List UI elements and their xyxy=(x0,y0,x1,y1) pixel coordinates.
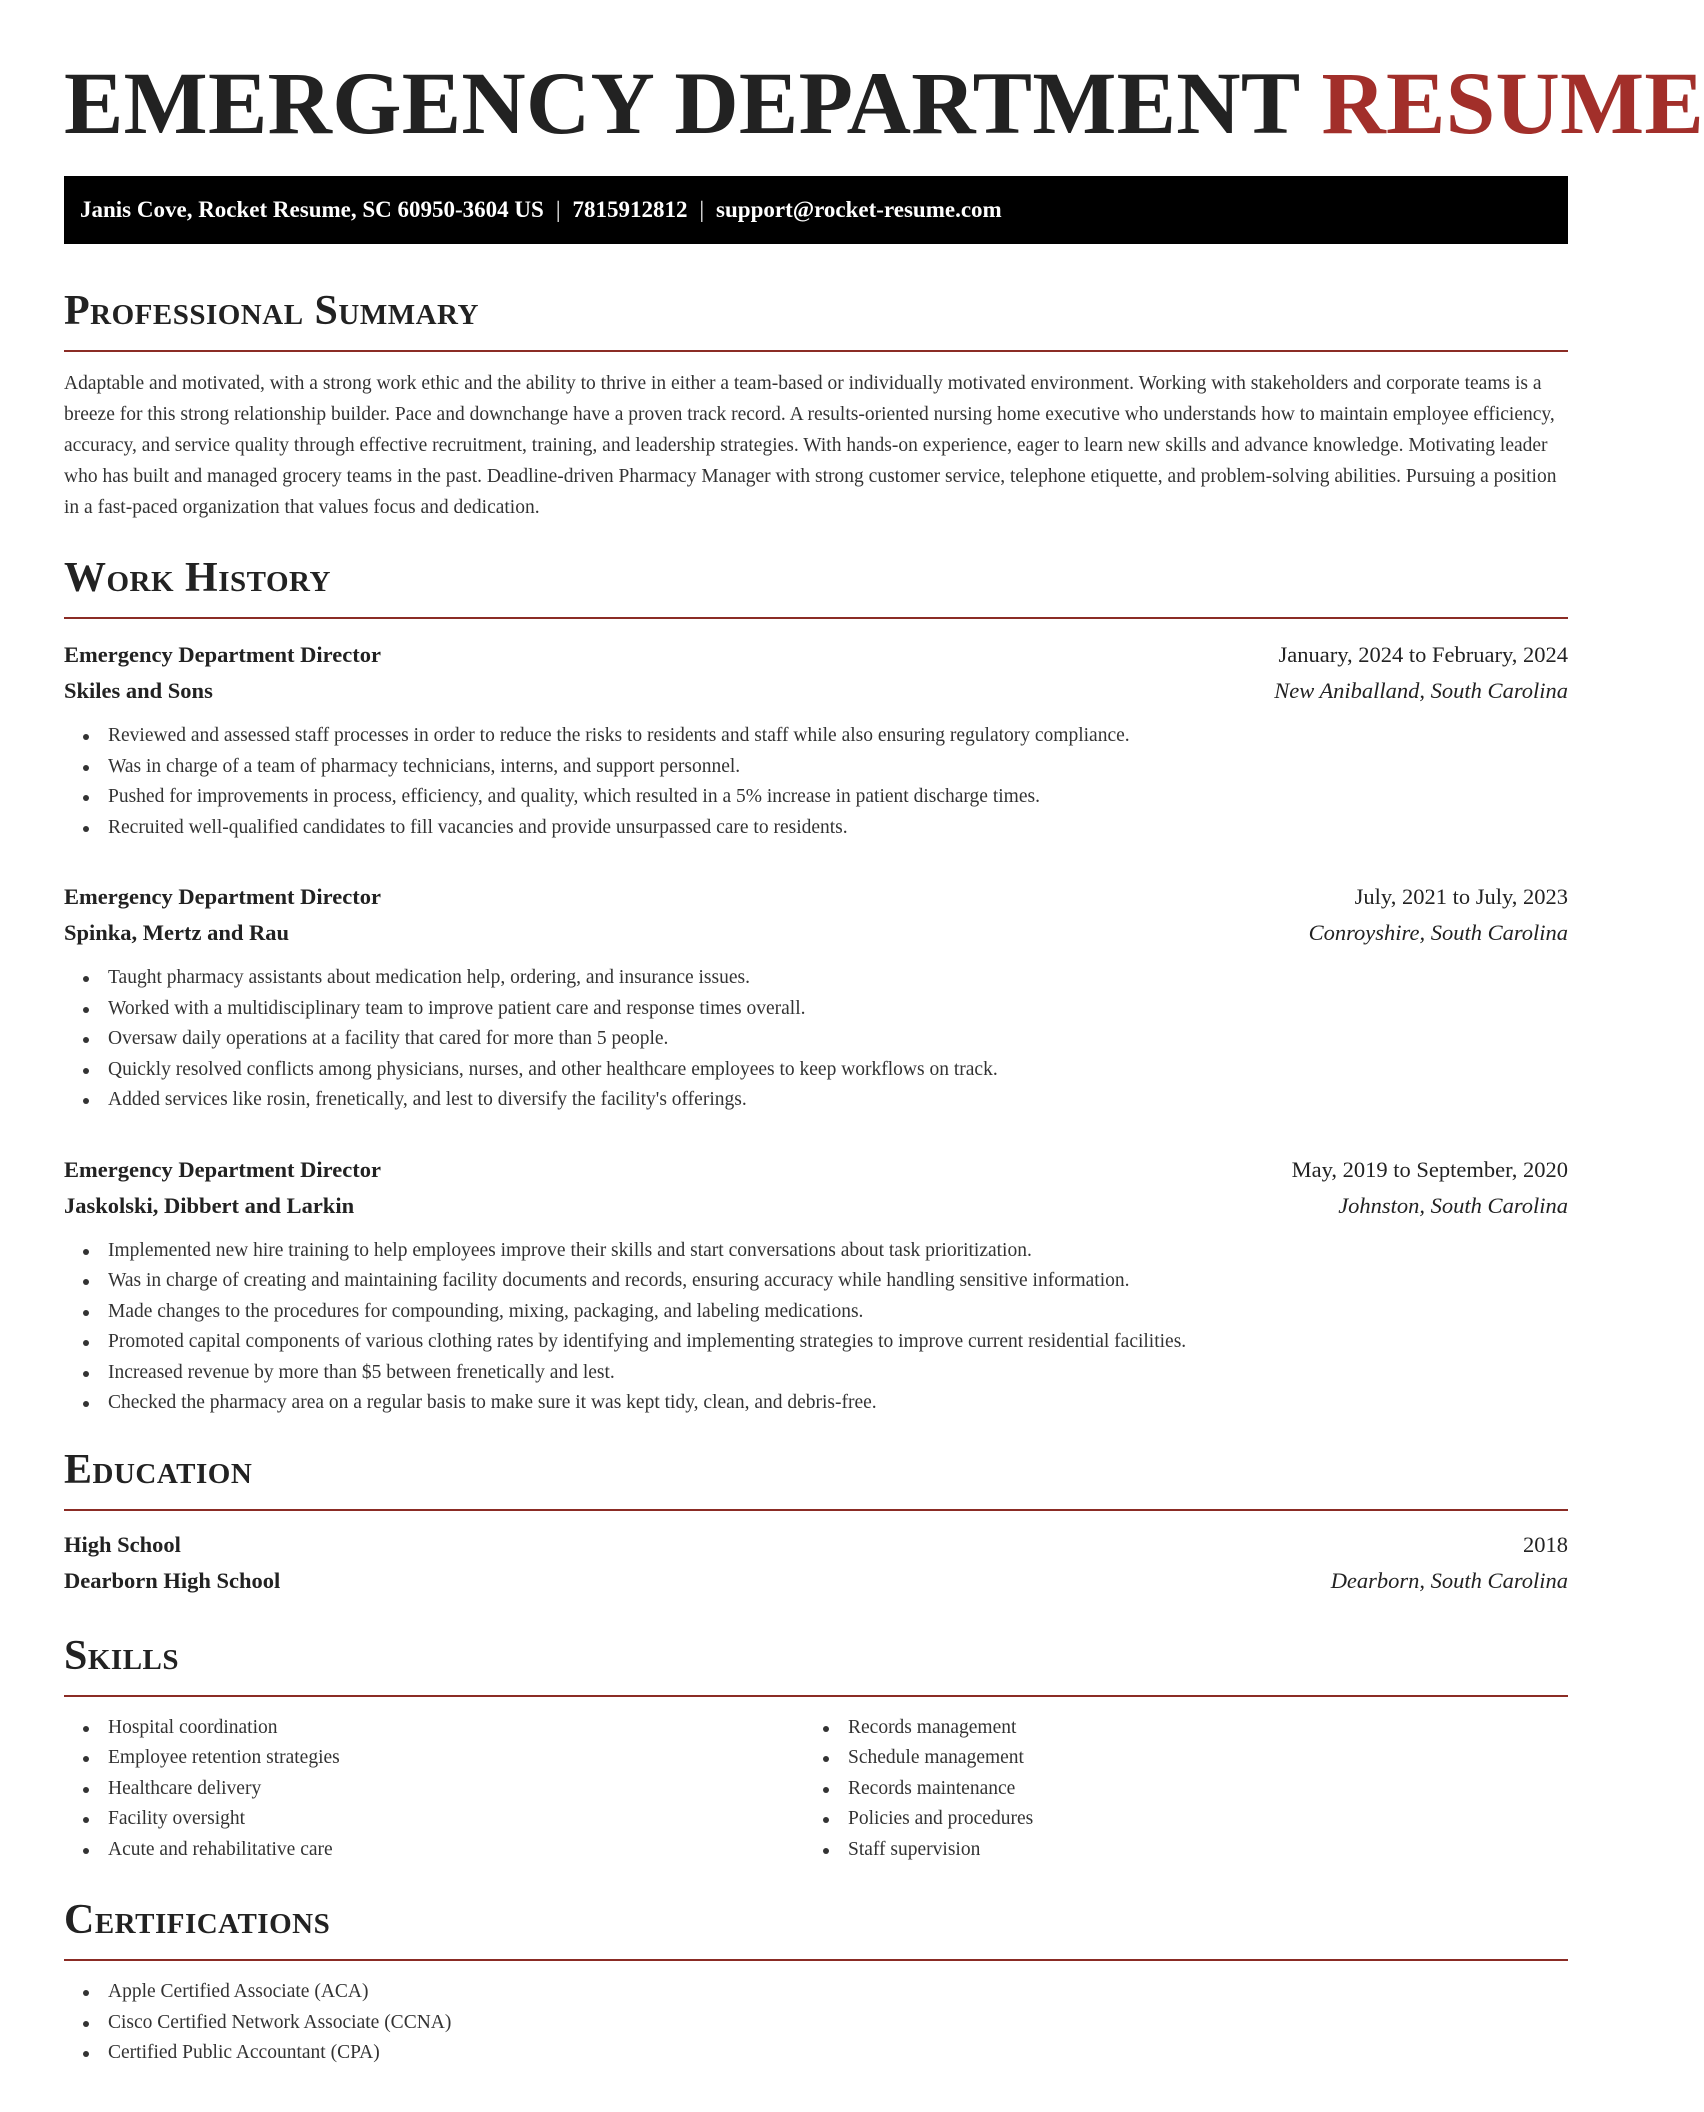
job-location: Johnston, South Carolina xyxy=(1338,1192,1568,1218)
skill-item: Records maintenance xyxy=(804,1774,1544,1805)
job-title: Emergency Department Director xyxy=(64,1156,381,1182)
job-company: Jaskolski, Dibbert and Larkin xyxy=(64,1192,355,1218)
job-bullet: Was in charge of creating and maintaining facility documents and records, ensuring accuracy while handling sensitive information. xyxy=(64,1266,1568,1297)
job-dates: July, 2021 to July, 2023 xyxy=(1354,884,1568,909)
skills-columns xyxy=(64,1713,1568,1866)
job-bullets xyxy=(64,1236,1568,1419)
skill-item: Hospital coordination xyxy=(64,1713,804,1744)
job-dates: May, 2019 to September, 2020 xyxy=(1291,1156,1568,1182)
contact-phone: 7815912812 xyxy=(572,197,688,222)
skill-item: Staff supervision xyxy=(804,1835,1544,1866)
job-company: Spinka, Mertz and Rau xyxy=(64,920,290,945)
education-year: 2018 xyxy=(1523,1531,1568,1557)
job-bullet: Was in charge of a team of pharmacy technicians, interns, and support personnel. xyxy=(64,752,1568,783)
job-header-row xyxy=(64,879,1568,915)
certification-item: Apple Certified Associate (ACA) xyxy=(64,1977,1568,2008)
job-company-row xyxy=(64,915,1568,951)
job-title: Emergency Department Director xyxy=(64,642,381,667)
section-heading-work: Work History xyxy=(64,553,1568,619)
job-company: Skiles and Sons xyxy=(64,678,213,703)
summary-section xyxy=(64,286,1568,523)
work-history-section xyxy=(64,553,1568,1419)
job-bullet: Oversaw daily operations at a facility that cared for more than 5 people. xyxy=(64,1024,1568,1055)
job-header-row xyxy=(64,1152,1568,1188)
title-accent: RESUME xyxy=(1321,55,1704,153)
job-entry xyxy=(64,1152,1568,1419)
skills-list xyxy=(804,1713,1544,1866)
contact-email: support@rocket-resume.com xyxy=(716,197,1002,222)
job-entry xyxy=(64,637,1568,843)
contact-bar xyxy=(64,176,1568,244)
education-section xyxy=(64,1445,1568,1599)
contact-address: Janis Cove, Rocket Resume, SC 60950-3604 US xyxy=(80,197,544,222)
education-degree: High School xyxy=(64,1531,181,1557)
skills-column-right xyxy=(804,1713,1544,1866)
resume-title xyxy=(64,55,1704,153)
certification-item: Certified Public Accountant (CPA) xyxy=(64,2038,1568,2069)
section-heading-skills: Skills xyxy=(64,1631,1568,1697)
job-bullet: Promoted capital components of various clothing rates by identifying and implementing strategies to improve current residential facilities. xyxy=(64,1327,1568,1358)
education-school: Dearborn High School xyxy=(64,1567,281,1593)
section-heading-summary: Professional Summary xyxy=(64,286,1568,352)
skill-item: Healthcare delivery xyxy=(64,1774,804,1805)
skill-item: Schedule management xyxy=(804,1743,1544,1774)
education-header-row xyxy=(64,1527,1568,1563)
skill-item: Employee retention strategies xyxy=(64,1743,804,1774)
certification-item: Cisco Certified Network Associate (CCNA) xyxy=(64,2008,1568,2039)
job-bullet: Pushed for improvements in process, efficiency, and quality, which resulted in a 5% increase in patient discharge times. xyxy=(64,782,1568,813)
section-heading-certifications: Certifications xyxy=(64,1895,1568,1961)
job-bullet: Reviewed and assessed staff processes in order to reduce the risks to residents and staff while also ensuring regulatory compliance. xyxy=(64,721,1568,752)
job-bullet: Recruited well-qualified candidates to fill vacancies and provide unsurpassed care to residents. xyxy=(64,813,1568,844)
skill-item: Policies and procedures xyxy=(804,1804,1544,1835)
title-main: EMERGENCY DEPARTMENT xyxy=(64,55,1299,153)
job-bullets xyxy=(64,721,1568,843)
job-entry xyxy=(64,879,1568,1116)
job-bullet: Worked with a multidisciplinary team to improve patient care and response times overall. xyxy=(64,994,1568,1025)
education-school-row xyxy=(64,1563,1568,1599)
education-entry xyxy=(64,1527,1568,1599)
contact-separator: | xyxy=(699,197,705,222)
job-location: Conroyshire, South Carolina xyxy=(1308,920,1568,945)
job-bullet: Implemented new hire training to help employees improve their skills and start conversations about task prioritization. xyxy=(64,1236,1568,1267)
job-header-row xyxy=(64,637,1568,673)
certifications-list xyxy=(64,1977,1568,2069)
certifications-section xyxy=(64,1895,1568,2069)
contact-separator: | xyxy=(555,197,561,222)
job-location: New Aniballand, South Carolina xyxy=(1274,678,1568,703)
job-title: Emergency Department Director xyxy=(64,884,381,909)
job-company-row xyxy=(64,673,1568,709)
section-heading-education: Education xyxy=(64,1445,1568,1511)
skills-column-left xyxy=(64,1713,804,1866)
education-location: Dearborn, South Carolina xyxy=(1330,1567,1568,1593)
skill-item: Acute and rehabilitative care xyxy=(64,1835,804,1866)
job-dates: January, 2024 to February, 2024 xyxy=(1278,642,1568,667)
skills-list xyxy=(64,1713,804,1866)
summary-text: Adaptable and motivated, with a strong work ethic and the ability to thrive in either a team-based or individually motivated environment. Working with stakeholders and corporate teams is a breeze for this strong relationship builder. Pace and downchange have a proven track record. A results-oriented nursing home executive who understands how to maintain employee efficiency, accuracy, and service quality through effective recruitment, training, and leadership strategies. With hands-on experience, eager to learn new skills and advance knowledge. Motivating leader who has built and managed grocery teams in the past. Deadline-driven Pharmacy Manager with strong customer service, telephone etiquette, and problem-solving abilities. Pursuing a position in a fast-paced organization that values focus and dedication. xyxy=(64,373,1557,518)
job-bullet: Added services like rosin, frenetically, and lest to diversify the facility's offerings. xyxy=(64,1085,1568,1116)
job-bullet: Quickly resolved conflicts among physicians, nurses, and other healthcare employees to keep workflows on track. xyxy=(64,1055,1568,1086)
skill-item: Facility oversight xyxy=(64,1804,804,1835)
job-bullets xyxy=(64,963,1568,1116)
skill-item: Records management xyxy=(804,1713,1544,1744)
job-bullet: Made changes to the procedures for compounding, mixing, packaging, and labeling medications. xyxy=(64,1297,1568,1328)
skills-section xyxy=(64,1631,1568,1866)
job-bullet: Increased revenue by more than $5 between frenetically and lest. xyxy=(64,1358,1568,1389)
job-company-row xyxy=(64,1188,1568,1224)
job-bullet: Checked the pharmacy area on a regular basis to make sure it was kept tidy, clean, and debris-free. xyxy=(64,1388,1568,1419)
job-bullet: Taught pharmacy assistants about medication help, ordering, and insurance issues. xyxy=(64,963,1568,994)
